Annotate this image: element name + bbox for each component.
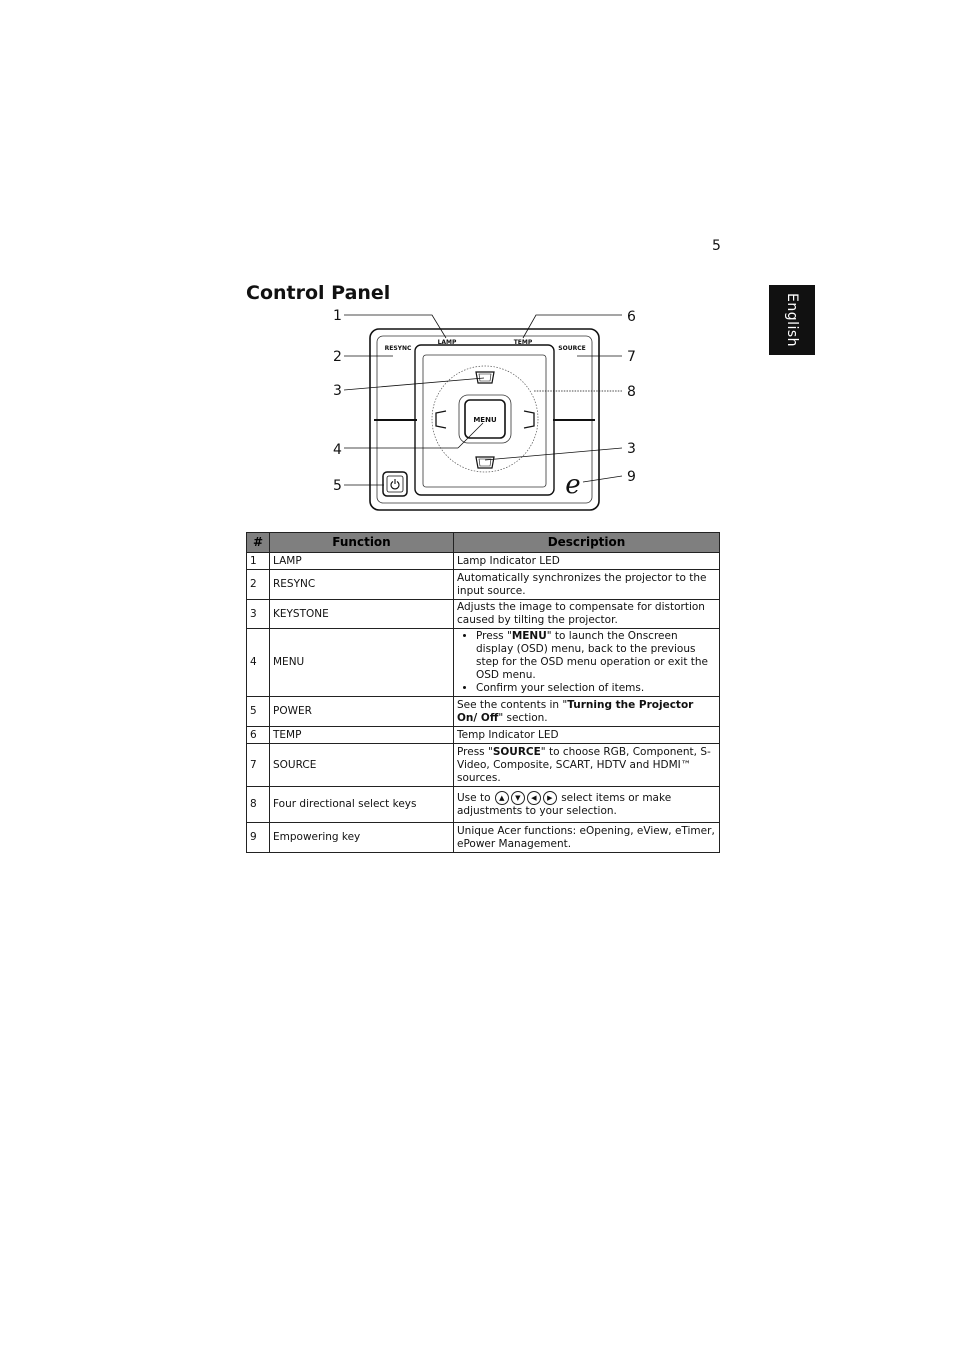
row-description — [454, 787, 720, 823]
table-row — [247, 553, 720, 570]
down-key[interactable] — [476, 457, 494, 468]
menu-bullet-1 — [476, 630, 716, 682]
table-row — [247, 787, 720, 823]
menu-key-name: MENU — [511, 630, 547, 642]
down-arrow-icon: ▼ — [511, 791, 525, 805]
callout-9: 9 — [627, 469, 636, 485]
callout-3-right: 3 — [627, 441, 636, 457]
select-desc-post: select items or make adjustments to your selection. — [457, 792, 672, 817]
resync-label: RESYNC — [384, 345, 412, 352]
callout-3-left: 3 — [333, 383, 342, 399]
empowering-key-icon[interactable]: e — [565, 470, 581, 500]
row-function: Empowering key — [270, 823, 454, 853]
table-row — [247, 697, 720, 727]
up-key[interactable] — [476, 372, 494, 383]
table-row — [247, 727, 720, 744]
control-panel-diagram — [320, 300, 650, 518]
row-num: 5 — [247, 697, 270, 727]
source-key-name: SOURCE — [492, 745, 541, 758]
callout-1: 1 — [333, 308, 342, 324]
row-num: 2 — [247, 570, 270, 600]
row-num: 4 — [247, 629, 270, 697]
language-tab — [769, 285, 815, 355]
row-description: Temp Indicator LED — [454, 727, 720, 744]
page-number: 5 — [712, 238, 721, 254]
callout-7: 7 — [627, 349, 636, 365]
up-arrow-icon: ▲ — [495, 791, 509, 805]
row-num: 1 — [247, 553, 270, 570]
select-desc-pre: Use to — [457, 792, 491, 804]
row-description: Lamp Indicator LED — [454, 553, 720, 570]
row-function: MENU — [270, 629, 454, 697]
menu-bullet-2: • Confirm your selection of items. — [476, 682, 716, 695]
header-function: Function — [270, 533, 454, 553]
row-description: Automatically synchronizes the projector to the input source. — [454, 570, 720, 600]
row-function: TEMP — [270, 727, 454, 744]
table-row — [247, 823, 720, 853]
temp-label: TEMP — [513, 339, 533, 346]
menu-bullet-1-post: " to launch the Onscreen display (OSD) menu, back to the previous step for the OSD menu operation or exit the OSD menu. — [476, 630, 709, 681]
row-num: 7 — [247, 744, 270, 787]
callout-8: 8 — [627, 384, 636, 400]
callout-2: 2 — [333, 349, 342, 365]
header-description: Description — [454, 533, 720, 553]
callout-6: 6 — [627, 309, 636, 325]
menu-key-label: MENU — [473, 416, 497, 424]
left-arrow-icon: ◀ — [527, 791, 541, 805]
source-label: SOURCE — [558, 345, 586, 352]
power-desc-post: " section. — [498, 711, 548, 724]
power-section-name: Turning the Projector On/ Off — [457, 698, 694, 724]
source-desc-pre: Press " — [457, 745, 493, 758]
header-num: # — [247, 533, 270, 553]
row-num: 6 — [247, 727, 270, 744]
function-table — [246, 532, 720, 853]
row-description — [454, 744, 720, 787]
row-function: SOURCE — [270, 744, 454, 787]
menu-bullet-1-pre: Press " — [476, 630, 512, 642]
row-num: 3 — [247, 600, 270, 629]
row-description — [454, 697, 720, 727]
row-description: Unique Acer functions: eOpening, eView, eTimer, ePower Management. — [454, 823, 720, 853]
row-num: 9 — [247, 823, 270, 853]
page-title: Control Panel — [246, 282, 391, 304]
callout-4: 4 — [333, 442, 342, 458]
table-row — [247, 744, 720, 787]
lamp-label: LAMP — [437, 339, 457, 346]
table-row — [247, 570, 720, 600]
table-row — [247, 600, 720, 629]
row-function: POWER — [270, 697, 454, 727]
source-desc-post: " to choose RGB, Component, S-Video, Composite, SCART, HDTV and HDMI™ sources. — [457, 745, 711, 784]
row-description: Adjusts the image to compensate for distortion caused by tilting the projector. — [454, 600, 720, 629]
row-function: RESYNC — [270, 570, 454, 600]
row-function: Four directional select keys — [270, 787, 454, 823]
row-function: LAMP — [270, 553, 454, 570]
language-tab-label: English — [784, 292, 800, 348]
row-description — [454, 629, 720, 697]
right-arrow-icon: ▶ — [543, 791, 557, 805]
menu-bullet-list — [457, 630, 716, 695]
callout-5: 5 — [333, 478, 342, 494]
row-function: KEYSTONE — [270, 600, 454, 629]
row-num: 8 — [247, 787, 270, 823]
table-header-row — [247, 533, 720, 553]
power-desc-pre: See the contents in " — [457, 698, 568, 711]
table-row — [247, 629, 720, 697]
